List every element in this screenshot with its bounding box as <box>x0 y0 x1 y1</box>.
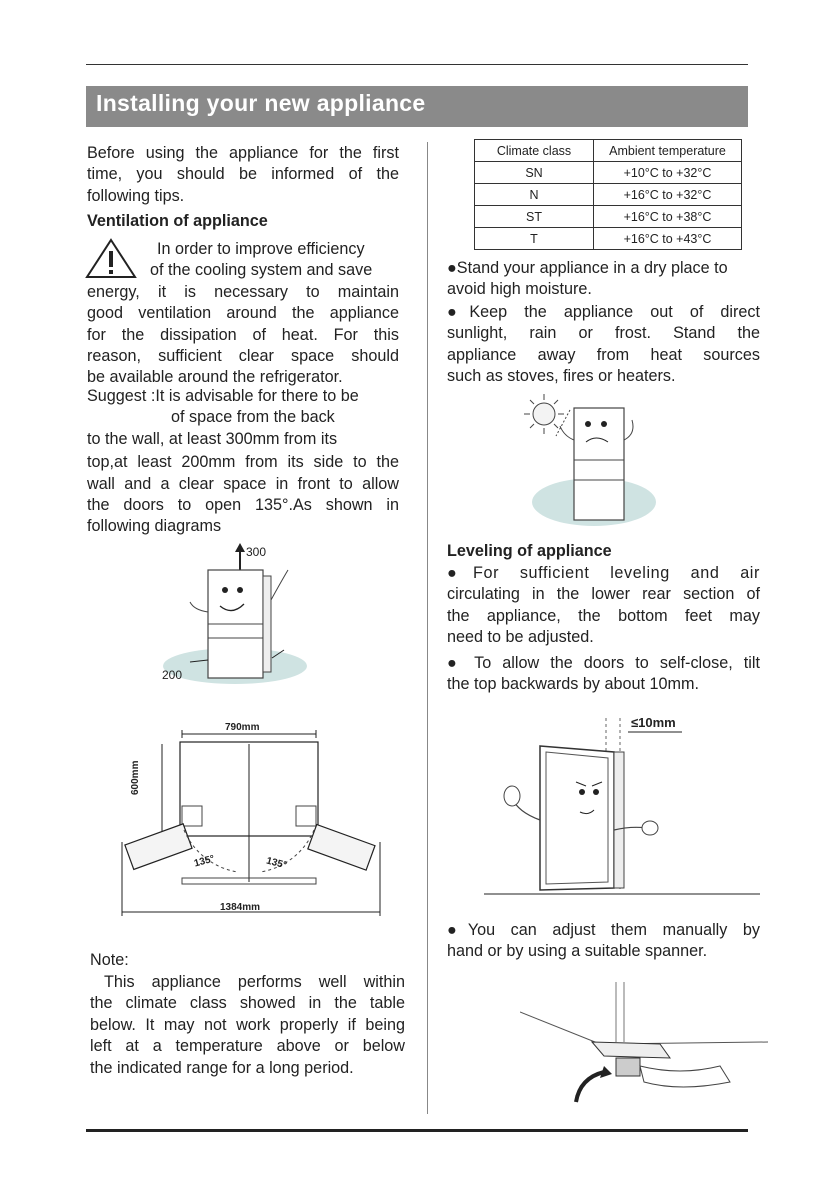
suggest-paragraph <box>87 386 399 538</box>
ventilation-paragraph <box>87 239 399 389</box>
tip-dry <box>447 258 760 301</box>
leveling-line: the appliance, the bottom feet may <box>447 606 760 625</box>
total-width-label: 1384mm <box>220 902 261 913</box>
table-cell: +16°C to +43°C <box>594 228 742 250</box>
ventilation-line: be available around the refrigerator. <box>87 368 343 387</box>
column-divider <box>427 142 428 1114</box>
table-cell: SN <box>475 162 594 184</box>
bottom-rule <box>86 1129 748 1132</box>
left-angle-label: 135° <box>192 853 216 870</box>
intro-line: time, you should be informed of the <box>87 165 399 184</box>
note-line: left at a temperature above or below <box>90 1037 405 1056</box>
note-paragraph <box>90 972 405 1079</box>
tip-line: Keep the appliance out of direct <box>469 302 761 321</box>
suggest-line: following diagrams <box>87 517 222 536</box>
leveling-line: To allow the doors to self-close, tilt <box>474 653 760 672</box>
table-cell: ST <box>475 206 594 228</box>
section-banner <box>86 86 748 127</box>
tilt-illustration <box>482 712 762 908</box>
suggest-line: top,at least 200mm from its side to the <box>87 453 399 472</box>
width-label: 790mm <box>225 722 260 733</box>
tip-line: Stand your appliance in a dry place to <box>456 259 728 277</box>
tip-line: appliance away from heat sources <box>447 345 760 364</box>
climate-table <box>474 139 742 250</box>
ventilation-line: In order to improve efficiency <box>157 240 365 258</box>
table-cell: +10°C to +32°C <box>594 162 742 184</box>
top-clearance-label: 300 <box>246 545 267 559</box>
adjustable-foot-illustration <box>520 982 770 1110</box>
adjust-line: You can adjust them manually by <box>467 921 760 939</box>
suggest-line: to the wall, at least 300mm from its <box>87 429 338 448</box>
table-row <box>475 228 742 250</box>
leveling-line: For sufficient leveling and air <box>473 564 760 582</box>
door-opening-diagram <box>118 722 388 922</box>
table-cell: +16°C to +32°C <box>594 184 742 206</box>
placement-tips <box>447 258 760 387</box>
leveling-paragraph <box>447 563 760 695</box>
leveling-line: the top backwards by about 10mm. <box>447 675 699 694</box>
table-cell: +16°C to +38°C <box>594 206 742 228</box>
bullet-icon: ● <box>447 564 474 582</box>
top-rule <box>86 64 748 65</box>
table-header-row <box>475 140 742 162</box>
intro-paragraph <box>87 143 399 207</box>
note-heading: Note: <box>90 951 129 969</box>
bullet-icon: ● <box>447 653 464 672</box>
bullet-icon: ● <box>447 302 470 321</box>
bullet-icon: ● <box>447 259 457 277</box>
table-row <box>475 162 742 184</box>
intro-line: Before using the appliance for the first <box>87 144 399 162</box>
tip-sunlight <box>447 302 760 388</box>
ventilation-line: reason, sufficient clear space should <box>87 347 399 366</box>
page-title: Installing your new appliance <box>96 90 426 116</box>
table-cell: T <box>475 228 594 250</box>
table-header: Ambient temperature <box>594 140 742 162</box>
heat-illustration <box>520 390 670 540</box>
suggest-line: Suggest :It is advisable for there to be <box>87 387 359 405</box>
table-cell: N <box>475 184 594 206</box>
table-row <box>475 206 742 228</box>
ventilation-line: good ventilation around the appliance <box>87 304 399 323</box>
leveling-line: need to be adjusted. <box>447 628 594 647</box>
table-row <box>475 184 742 206</box>
right-angle-label: 135° <box>264 855 288 872</box>
tip-line: such as stoves, fires or heaters. <box>447 367 676 386</box>
ventilation-line: energy, it is necessary to maintain <box>87 282 399 301</box>
note-line: the climate class showed in the table <box>90 994 405 1013</box>
tilt-label: ≤10mm <box>631 715 676 730</box>
note-line: This appliance performs well within <box>104 973 405 991</box>
depth-label: 600mm <box>130 760 141 795</box>
suggest-line: the doors to open 135°.As shown in <box>87 496 399 515</box>
bullet-icon: ● <box>447 921 468 939</box>
tip-line: avoid high moisture. <box>447 280 592 299</box>
leveling-heading: Leveling of appliance <box>447 542 612 560</box>
ventilation-line: for the dissipation of heat. For this <box>87 325 399 344</box>
suggest-line: wall and a clear space in front to allow <box>87 474 399 493</box>
note-line: the indicated range for a long period. <box>90 1058 354 1077</box>
ventilation-line: of the cooling system and save <box>150 261 373 280</box>
leveling-line: circulating in the lower rear section of <box>447 585 760 604</box>
adjust-line: hand or by using a suitable spanner. <box>447 942 708 961</box>
note-line: below. It may not work properly if being <box>90 1015 405 1034</box>
intro-line: following tips. <box>87 186 185 205</box>
tip-line: sunlight, rain or frost. Stand the <box>447 324 760 343</box>
suggest-line: of space from the back <box>171 408 335 427</box>
side-clearance-label: 200 <box>162 668 183 682</box>
adjust-paragraph <box>447 920 760 963</box>
table-header: Climate class <box>475 140 594 162</box>
ventilation-heading: Ventilation of appliance <box>87 212 268 230</box>
